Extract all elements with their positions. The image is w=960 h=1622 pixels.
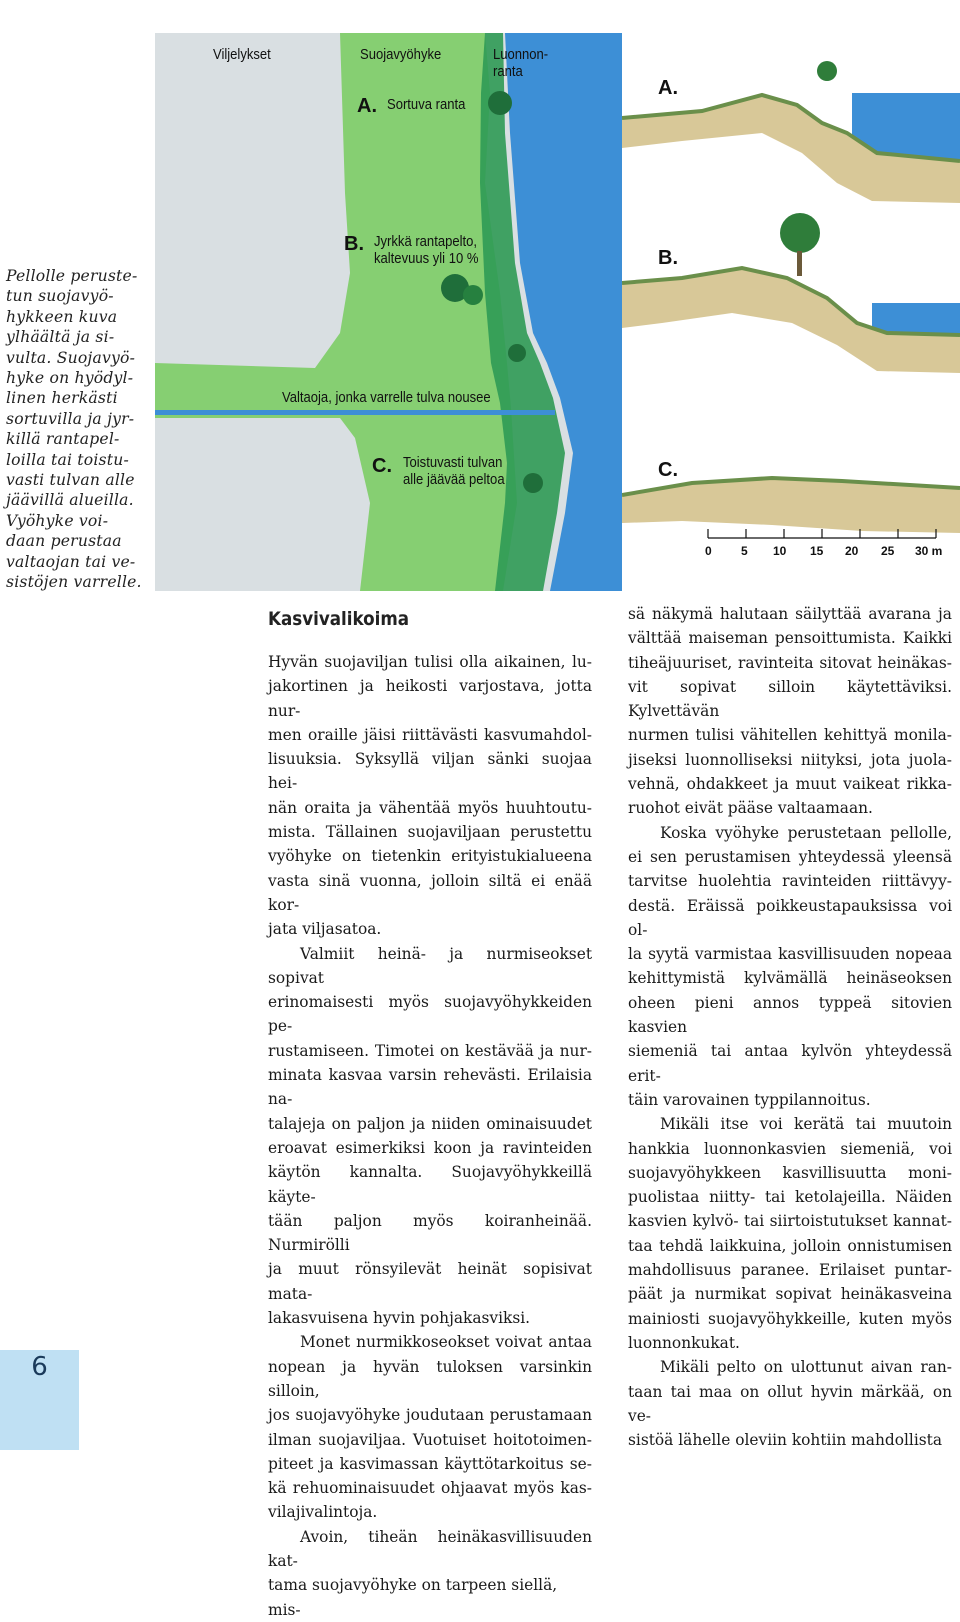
paragraph-line: kä rehuominaisuudet ohjaavat myös kas-	[268, 1479, 592, 1498]
shrub-icon	[523, 473, 543, 493]
paragraph-line: mista. Tällainen suojaviljaan perustettu	[268, 823, 592, 842]
paragraph-line: vit sopivat silloin käytettäviksi. Kylvettävän	[628, 677, 952, 721]
figure-caption	[6, 266, 154, 593]
caption-line: Pellolle peruste-	[6, 267, 138, 285]
profiles-illustration	[622, 33, 960, 573]
page-number: 6	[31, 1352, 48, 1382]
paragraph-line: lakasvuisena hyvin pohjakasviksi.	[268, 1309, 531, 1328]
paragraph-line: kehittymistä kylvämällä heinäseoksen	[628, 969, 952, 988]
paragraph-line: taa tehdä laikkuina, jolloin onnistumisen	[628, 1236, 952, 1255]
label-b-line1: Jyrkkä rantapelto,	[374, 234, 478, 250]
text-column-2	[628, 602, 952, 1452]
paragraph-line: siemeniä tai antaa kylvön yhteydessä erit-	[628, 1042, 952, 1085]
paragraph-line: jos suojavyöhyke joudutaan perustamaan	[268, 1406, 592, 1425]
caption-line: killä rantapel-	[6, 430, 120, 449]
paragraph-line: Koska vyöhyke perustetaan pellolle,	[660, 823, 952, 842]
profile-label-a: A.	[658, 77, 678, 99]
caption-line: linen herkästi	[6, 389, 118, 408]
paragraph-line: suojavyöhykkeen kasvillisuutta moni-	[628, 1163, 952, 1182]
label-c-line2: alle jäävää peltoa	[403, 472, 505, 488]
paragraph-line: la syytä varmistaa kasvillisuuden nopeaa	[628, 945, 952, 964]
paragraph-line: Hyvän suojaviljan tulisi olla aikainen, lu-	[268, 653, 592, 671]
paragraph-line: vilajivalintoja.	[268, 1503, 378, 1522]
paragraph-line: jiseksi luonnolliseksi niityksi, jota juola-	[628, 750, 952, 769]
caption-line: sistöjen varrelle.	[6, 573, 142, 592]
paragraph-line: lisuuksia. Syksyllä viljan sänki suojaa hei-	[268, 750, 592, 793]
paragraph-line: Valmiit heinä- ja nurmiseokset sopivat	[268, 944, 592, 987]
paragraph-line: ja muut rönsyilevät heinät sopisivat mata-	[268, 1260, 592, 1303]
paragraph-line: tarvitse huolehtia ravinteiden riittävyy-	[628, 872, 952, 891]
profile-label-c: C.	[658, 459, 678, 481]
paragraph-line: välttää maiseman pensoittumista. Kaikki	[628, 629, 952, 648]
paragraph-line: ei sen perustamisen yhteydessä yleensä	[628, 847, 952, 866]
paragraph-line: ilman suojaviljaa. Vuotuiset hoitotoimen-	[268, 1430, 592, 1449]
paragraph-line: erinomaisesti myös suojavyöhykkeiden pe-	[268, 993, 592, 1036]
paragraph-line: nopean ja hyvän tuloksen varsinkin silloin,	[268, 1357, 592, 1400]
paragraph-line: oheen pieni annos typpeä sitovien kasvien	[628, 993, 952, 1037]
caption-line: vasti tulvan alle	[6, 471, 135, 490]
caption-line: loilla tai toistu-	[6, 450, 129, 469]
paragraph-line: destä. Eräissä poikkeustapauksissa voi ol-	[628, 896, 952, 939]
section-heading: Kasvivalikoima	[268, 608, 410, 630]
paragraph-line: talajeja on paljon ja niiden ominaisuudet	[268, 1114, 592, 1133]
tree-icon	[463, 285, 483, 305]
cross-section-profiles	[622, 33, 960, 573]
profile-label-b: B.	[658, 247, 678, 269]
paragraph-line: vehnä, ohdakkeet ja muut vaikeat rikka-	[628, 775, 952, 794]
paragraph-line: vyöhyke on tietenkin erityistukialueena	[268, 847, 592, 866]
paragraph-line: luonnonkukat.	[628, 1333, 740, 1352]
shrub-icon	[508, 344, 526, 362]
paragraph-line: tään paljon myös koiranheinää. Nurmirölli	[268, 1211, 592, 1255]
caption-line: hykkeen kuva	[6, 307, 118, 326]
marker-a: A.	[357, 95, 377, 117]
tree-trunk	[797, 251, 802, 276]
scale-tick-label: 10	[773, 544, 787, 558]
paragraph-line: tiheäjuuriset, ravinteita sitovat heinäkas-	[628, 653, 952, 672]
paragraph-line: päät ja nurmikat sopivat heinäkasveina	[628, 1285, 952, 1304]
caption-line: sortuvilla ja jyr-	[6, 409, 135, 428]
label-ditch: Valtaoja, jonka varrelle tulva nousee	[282, 390, 491, 406]
paragraph-line: nän oraita ja vähentää myös huuhtoutu-	[268, 798, 592, 817]
paragraph-line: taan tai maa on ollut hyvin märkää, on ve-	[628, 1382, 952, 1425]
label-fields: Viljelykset	[213, 47, 271, 63]
paragraph-line: hankkia luonnonkasvien siemeniä, voi	[628, 1139, 952, 1158]
paragraph-line: täin varovainen typpilannoitus.	[628, 1090, 871, 1109]
tree-icon	[780, 213, 820, 253]
paragraph-line: minata kasvaa varsin rehevästi. Erilaisia na-	[268, 1066, 592, 1109]
paragraph-line: piteet ja kasvimassan käyttötarkoitus se-	[268, 1454, 592, 1473]
map-illustration	[155, 33, 622, 591]
profile-b	[622, 213, 960, 373]
paragraph-line: Mikäli pelto on ulottunut aivan ran-	[660, 1358, 952, 1377]
paragraph-line: rustamiseen. Timotei on kestävää ja nur-	[268, 1041, 592, 1060]
paragraph-line: kasvien kylvö- tai siirtoistutukset kannat-	[628, 1212, 952, 1231]
paragraph-line: eroavat esimerkiksi koon ja ravinteiden	[268, 1138, 592, 1157]
caption-line: jäävillä alueilla.	[6, 491, 134, 510]
label-natural-shore-1: Luonnon-	[493, 47, 549, 63]
label-c-line1: Toistuvasti tulvan	[403, 455, 503, 471]
paragraph-line: mainiosti suojavyöhykkeille, kuten myös	[628, 1309, 952, 1328]
caption-line: tun suojavyö-	[6, 287, 114, 306]
paragraph-line: Mikäli itse voi kerätä tai muutoin	[660, 1115, 952, 1134]
caption-line: valtaojan tai ve-	[6, 552, 136, 571]
scale-tick-label: 15	[810, 544, 824, 558]
marker-b: B.	[344, 233, 364, 255]
scale-tick-label: 20	[845, 544, 859, 558]
label-buffer: Suojavyöhyke	[360, 47, 442, 63]
paragraph-line: Avoin, tiheän heinäkasvillisuuden kat-	[268, 1527, 592, 1570]
caption-line: Vyöhyke voi-	[6, 511, 109, 530]
shrub-icon	[488, 91, 512, 115]
paragraph-line: puolistaa niitty- tai ketolajeilla. Näiden	[628, 1188, 952, 1207]
scale-tick-label: 5	[741, 544, 748, 558]
paragraph-line: men oraille jäisi riittävästi kasvumahdol-	[268, 725, 592, 744]
paragraph-line: ruohot eivät pääse valtaamaan.	[628, 799, 873, 818]
paragraph-line: Monet nurmikkoseokset voivat antaa	[300, 1333, 592, 1352]
label-b-line2: kaltevuus yli 10 %	[374, 251, 479, 267]
paragraph-line: vasta sinä vuonna, jolloin siltä ei enää kor-	[268, 871, 592, 914]
shrub-icon	[817, 61, 837, 81]
paragraph-line: tama suojavyöhyke on tarpeen siellä, mis-	[268, 1576, 558, 1619]
main-ditch	[155, 410, 555, 415]
paragraph-line: mahdollisuus paranee. Erilaiset puntar-	[628, 1261, 952, 1280]
label-a: Sortuva ranta	[387, 97, 466, 113]
paragraph-line: jata viljasatoa.	[268, 920, 382, 939]
buffer-zone-map	[155, 33, 622, 591]
caption-line: ylhäältä ja si-	[6, 328, 115, 347]
paragraph-line: nurmen tulisi vähitellen kehittyä monila-	[628, 726, 952, 745]
caption-line: hyke on hyödyl-	[6, 369, 134, 388]
scale-tick-label: 25	[881, 544, 895, 558]
paragraph-line: sä näkymä halutaan säilyttää avarana ja	[628, 605, 952, 623]
marker-c: C.	[372, 455, 392, 477]
paragraph-line: jakortinen ja heikosti varjostava, jotta nur-	[268, 677, 592, 720]
caption-line: vulta. Suojavyö-	[6, 348, 136, 367]
profile-c	[622, 478, 960, 533]
paragraph-line: sistöä lähelle oleviin kohtiin mahdollista	[628, 1431, 943, 1450]
paragraph-line: käytön kannalta. Suojavyöhykkeillä käyte-	[268, 1163, 592, 1206]
scale-tick-label: 30 m	[915, 544, 943, 558]
scale-tick-label: 0	[705, 544, 712, 558]
text-column-1	[268, 650, 592, 1622]
caption-line: daan perustaa	[6, 532, 122, 551]
label-natural-shore-2: ranta	[493, 64, 523, 80]
